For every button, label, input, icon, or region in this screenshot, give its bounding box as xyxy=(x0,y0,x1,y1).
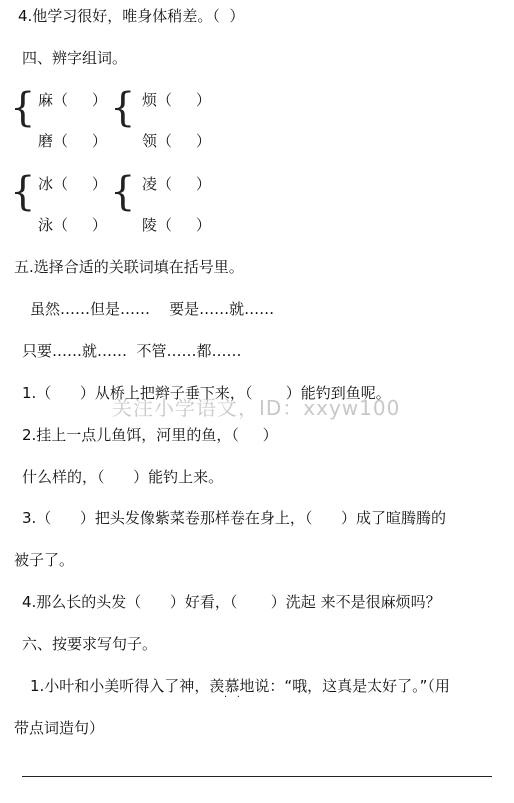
pair-4-top: 凌（ ） xyxy=(142,175,211,193)
pair-1-bottom: 磨（ ） xyxy=(38,132,107,150)
brace-left-1: { xyxy=(10,85,36,131)
question-5-1: 1.（ ）从桥上把辫子垂下来，（ ）能钓到鱼呢。 xyxy=(22,384,391,402)
emphasis-dots: · · xyxy=(224,692,240,703)
pair-4-bottom: 陵（ ） xyxy=(142,216,211,234)
question-6-1a: 1.小叶和小美听得入了神，羡慕地说：“哦，这真是太好了。”（用 xyxy=(30,677,450,695)
pair-2-top: 烦（ ） xyxy=(142,91,211,109)
options-row-1: 虽然……但是…… 要是……就…… xyxy=(30,300,275,318)
section-5-title: 五.选择合适的关联词填在括号里。 xyxy=(14,258,244,276)
pair-3-bottom: 泳（ ） xyxy=(38,216,107,234)
pair-3-top: 冰（ ） xyxy=(38,175,107,193)
question-5-3a: 3.（ ）把头发像紫菜卷那样卷在身上，（ ）成了暄腾腾的 xyxy=(22,509,447,527)
pair-2-bottom: 领（ ） xyxy=(142,132,211,150)
question-4-top: 4.他学习很好，唯身体稍差。（ ） xyxy=(18,7,245,25)
section-4-title: 四、辨字组词。 xyxy=(22,49,128,67)
pair-1-top: 麻（ ） xyxy=(38,91,107,109)
options-row-2: 只要……就…… 不管……都…… xyxy=(22,342,242,360)
question-5-4: 4.那么长的头发（ ）好看，（ ）洗起 来不是很麻烦吗？ xyxy=(22,593,441,611)
brace-left-2: { xyxy=(110,85,136,131)
brace-left-3: { xyxy=(10,169,36,215)
section-6-title: 六、按要求写句子。 xyxy=(22,635,158,653)
question-5-2a: 2.挂上一点儿鱼饵，河里的鱼，（ ） xyxy=(22,426,278,444)
question-6-1b: 带点词造句） xyxy=(14,719,105,737)
brace-left-4: { xyxy=(110,169,136,215)
watermark: 关注小学语文，ID：xxyw100 xyxy=(112,396,401,420)
answer-line xyxy=(22,776,492,777)
question-5-3b: 被子了。 xyxy=(14,551,75,569)
question-5-2b: 什么样的，（ ）能钓上来。 xyxy=(22,468,224,486)
